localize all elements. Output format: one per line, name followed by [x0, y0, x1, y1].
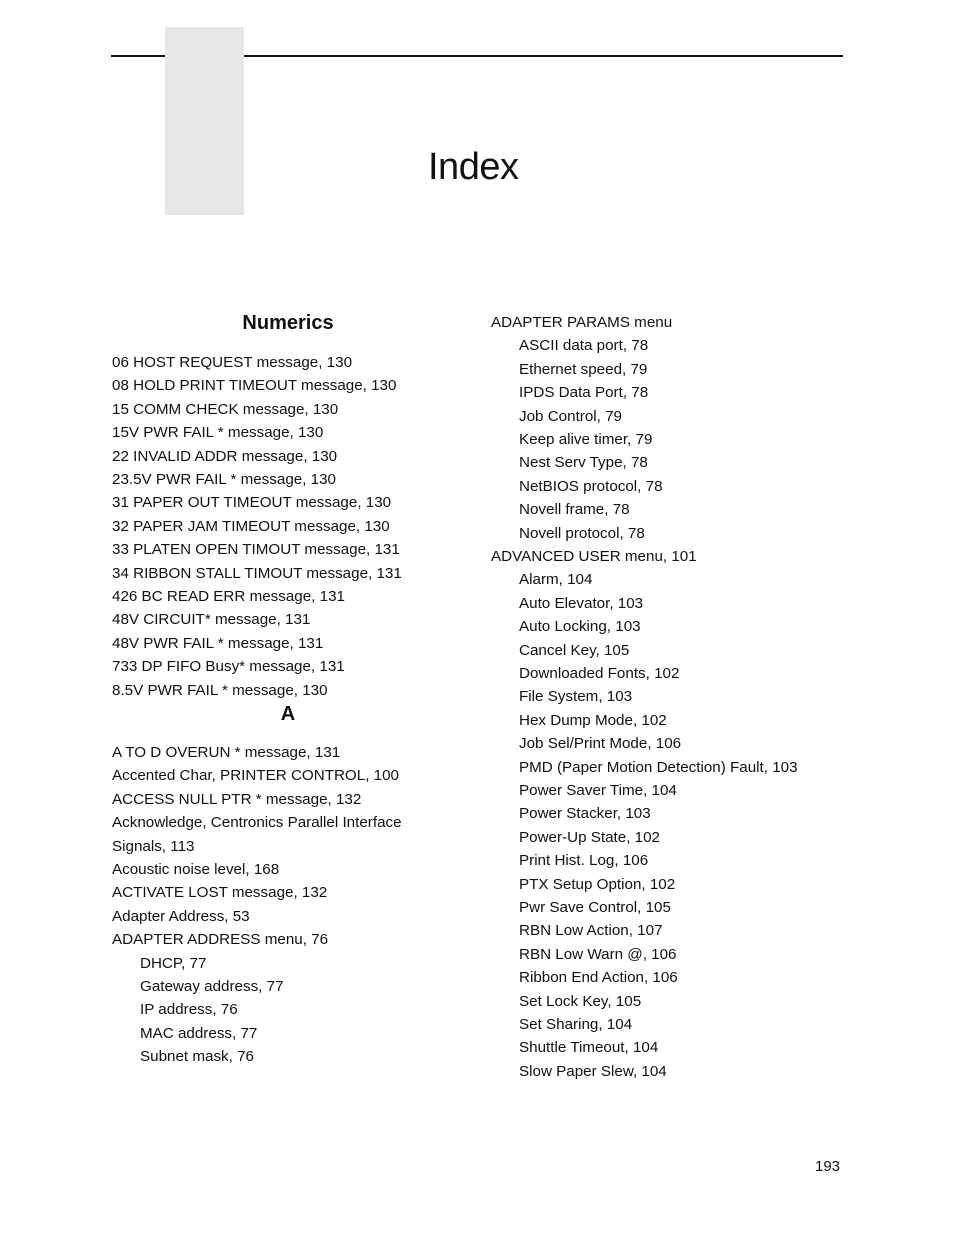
index-entry: 34 RIBBON STALL TIMOUT message, 131 [112, 564, 402, 582]
index-subentry: Power-Up State, 102 [519, 828, 660, 846]
index-entry: ADAPTER PARAMS menu [491, 314, 673, 331]
index-entry: 08 HOLD PRINT TIMEOUT message, 130 [112, 377, 397, 395]
index-subentry: Job Control, 79 [519, 407, 622, 425]
index-subentry: Novell protocol, 78 [519, 524, 645, 542]
index-entry: Acoustic noise level, 168 [112, 861, 280, 878]
index-entry: 23.5V PWR FAIL * message, 130 [112, 471, 336, 488]
index-entry: 15 COMM CHECK message, 130 [112, 400, 339, 418]
index-entry: A TO D OVERUN * message, 131 [112, 744, 341, 761]
index-subentry: Print Hist. Log, 106 [519, 852, 649, 870]
index-entry: 48V CIRCUIT* message, 131 [112, 611, 311, 629]
index-subentry: ASCII data port, 78 [519, 337, 649, 355]
index-subentry: Cancel Key, 105 [519, 641, 630, 659]
index-entry: 33 PLATEN OPEN TIMOUT message, 131 [112, 541, 400, 559]
index-entry: 32 PAPER JAM TIMEOUT message, 130 [112, 517, 390, 535]
index-subentry: NetBIOS protocol, 78 [519, 477, 663, 495]
index-subentry: Hex Dump Mode, 102 [519, 711, 667, 729]
index-subentry: MAC address, 77 [140, 1024, 258, 1042]
index-entry: 8.5V PWR FAIL * message, 130 [112, 681, 328, 699]
page-title: Index [428, 146, 519, 188]
index-subentry: Set Lock Key, 105 [519, 992, 642, 1010]
index-subentry: RBN Low Warn @, 106 [519, 945, 677, 963]
index-subentry: Job Sel/Print Mode, 106 [519, 735, 682, 753]
index-entry: ACTIVATE LOST message, 132 [112, 884, 328, 902]
index-entry: Acknowledge, Centronics Parallel Interface [112, 814, 402, 832]
section-heading-a: A [280, 703, 296, 725]
index-entry: ACCESS NULL PTR * message, 132 [112, 790, 362, 808]
index-subentry: Ribbon End Action, 106 [519, 969, 678, 987]
index-subentry: DHCP, 77 [140, 954, 207, 972]
index-entry: 22 INVALID ADDR message, 130 [112, 447, 338, 465]
index-subentry: Auto Elevator, 103 [519, 594, 644, 612]
index-subentry: Ethernet speed, 79 [519, 360, 648, 378]
chapter-tab [165, 27, 244, 215]
index-entry: Adapter Address, 53 [112, 907, 250, 925]
index-subentry: RBN Low Action, 107 [519, 922, 663, 940]
index-entry: 15V PWR FAIL * message, 130 [112, 424, 324, 442]
index-entry: Accented Char, PRINTER CONTROL, 100 [112, 767, 399, 785]
index-subentry: PTX Setup Option, 102 [519, 875, 676, 893]
header-rule-left [111, 55, 165, 57]
index-subentry: Power Saver Time, 104 [519, 782, 677, 799]
section-heading-numerics: Numerics [242, 312, 334, 334]
index-entry: 31 PAPER OUT TIMEOUT message, 130 [112, 494, 392, 512]
index-subentry: Shuttle Timeout, 104 [519, 1039, 659, 1057]
index-entry: 426 BC READ ERR message, 131 [112, 588, 345, 605]
index-entry: ADVANCED USER menu, 101 [491, 548, 697, 565]
index-entry: 48V PWR FAIL * message, 131 [112, 634, 324, 652]
index-subentry: Downloaded Fonts, 102 [519, 665, 680, 682]
index-subentry: IPDS Data Port, 78 [519, 384, 649, 402]
index-entry: 06 HOST REQUEST message, 130 [112, 354, 353, 371]
index-subentry: File System, 103 [519, 688, 633, 706]
index-subentry: IP address, 76 [140, 1001, 238, 1019]
index-subentry: Novell frame, 78 [519, 501, 630, 519]
index-subentry: Power Stacker, 103 [519, 805, 651, 823]
index-subentry: Gateway address, 77 [140, 978, 284, 995]
header-rule-right [244, 55, 843, 57]
index-entry: ADAPTER ADDRESS menu, 76 [112, 931, 329, 949]
index-subentry: Nest Serv Type, 78 [519, 454, 648, 472]
index-subentry: Slow Paper Slew, 104 [519, 1062, 667, 1080]
index-subentry: Keep alive timer, 79 [519, 431, 653, 448]
index-subentry: Pwr Save Control, 105 [519, 899, 671, 916]
index-subentry: Alarm, 104 [519, 571, 593, 589]
index-subentry: PMD (Paper Motion Detection) Fault, 103 [519, 758, 798, 776]
index-subentry: Set Sharing, 104 [519, 1016, 633, 1033]
index-subentry: Subnet mask, 76 [140, 1048, 254, 1066]
index-subentry: Auto Locking, 103 [519, 618, 641, 636]
index-entry: Signals, 113 [112, 837, 195, 855]
index-entry: 733 DP FIFO Busy* message, 131 [112, 658, 345, 676]
page-number: 193 [815, 1158, 841, 1175]
